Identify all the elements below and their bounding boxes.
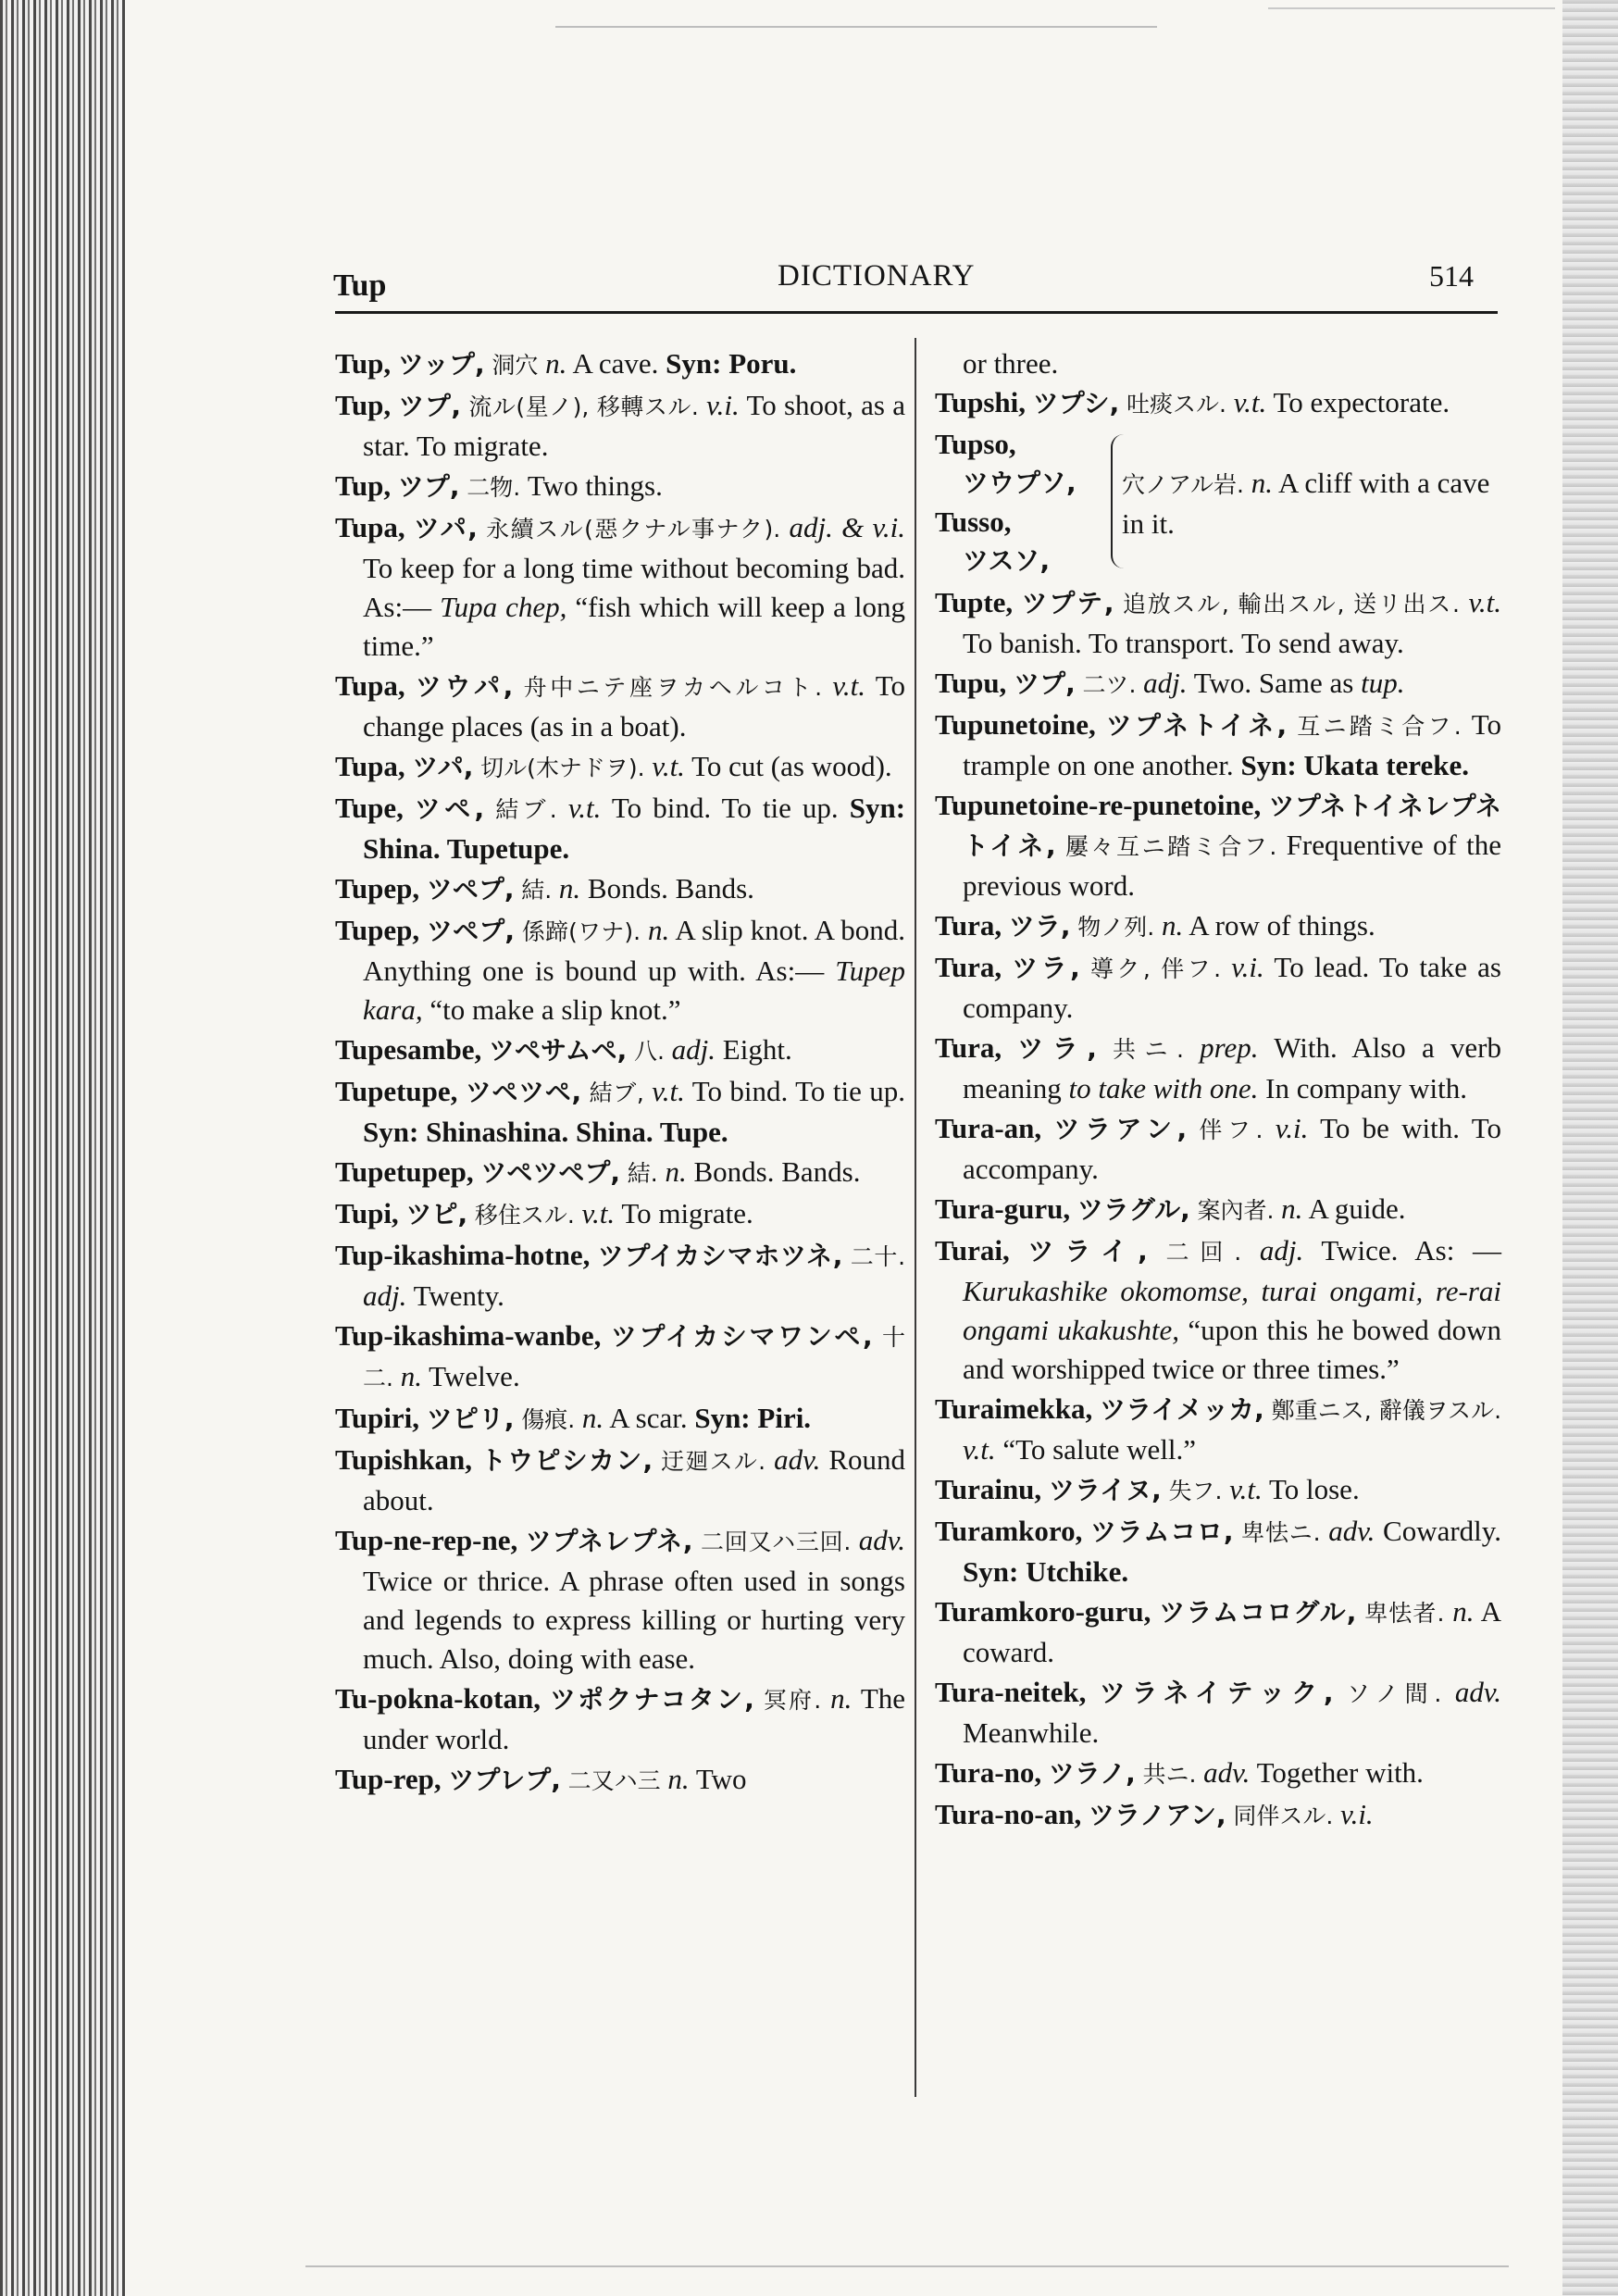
kana-reading: ツペプ,: [426, 916, 516, 946]
kana-reading: ツウパ,: [415, 671, 514, 702]
dictionary-entry: [935, 1029, 1501, 1108]
definition-text: To keep for a long time without becoming bad. As:—: [363, 552, 905, 623]
japanese-gloss: 二十.: [850, 1243, 906, 1270]
definition-text: To bind. To tie up.: [611, 792, 839, 824]
part-of-speech: n.: [581, 1402, 604, 1434]
headword: Tura-no,: [935, 1756, 1042, 1789]
japanese-gloss: 共ニ.: [1113, 1036, 1184, 1063]
scan-artifact-line: [1268, 7, 1555, 9]
dictionary-entry: [935, 1109, 1501, 1189]
kana-reading: ツパ,: [412, 752, 474, 782]
headword: Turaimekka,: [935, 1392, 1093, 1425]
japanese-gloss: 伴フ.: [1199, 1117, 1263, 1143]
headword: Tupa,: [335, 669, 405, 702]
japanese-gloss: 結ブ,: [589, 1079, 644, 1106]
japanese-gloss: 同伴スル.: [1233, 1803, 1334, 1829]
japanese-gloss: ソノ間.: [1347, 1680, 1442, 1707]
headword: Turamkoro-guru,: [935, 1595, 1151, 1628]
part-of-speech: n.: [1161, 909, 1184, 942]
synonym: Piri.: [757, 1402, 812, 1434]
dictionary-entry: [335, 1679, 905, 1759]
dictionary-entry: [935, 948, 1501, 1028]
definition-text: A scar.: [609, 1402, 688, 1434]
part-of-speech: v.t.: [652, 1075, 685, 1107]
part-of-speech: adj.: [1143, 667, 1188, 699]
japanese-gloss: 切ル(木ナドヲ).: [480, 755, 645, 781]
definition-text: A cave.: [572, 347, 659, 380]
headword: Tup-ne-rep-ne,: [335, 1524, 518, 1556]
kana-reading: ツペツペ,: [465, 1077, 582, 1107]
dictionary-entry: [935, 1753, 1501, 1794]
definition-text: Twenty.: [413, 1279, 504, 1312]
definition-text: The under world.: [363, 1682, 906, 1755]
dictionary-entry: [935, 1795, 1501, 1836]
kana-reading: ツプネトイネ,: [1105, 710, 1288, 741]
scan-artifact-line: [555, 26, 1157, 28]
japanese-gloss: 洞穴: [492, 352, 539, 379]
dictionary-entry: [935, 1673, 1501, 1753]
definition-text: To cut (as wood).: [691, 750, 892, 782]
definition-text: “to make a slip knot.”: [429, 993, 681, 1026]
headword: Tup,: [335, 389, 392, 421]
definition-text: To migrate.: [621, 1197, 753, 1229]
part-of-speech: v.t.: [567, 792, 602, 824]
part-of-speech: n.: [665, 1155, 687, 1188]
headword: Tupa,: [335, 511, 405, 543]
japanese-gloss: 鄭重ニス, 辭儀ヲスル.: [1271, 1397, 1502, 1424]
kana-reading: ツラムコログル,: [1159, 1597, 1357, 1628]
part-of-speech: n.: [1251, 467, 1273, 499]
japanese-gloss: 失フ.: [1168, 1478, 1223, 1504]
kana-reading: ツパ,: [413, 513, 478, 543]
kana-reading: ツプイカシマワンペ,: [610, 1321, 873, 1352]
part-of-speech: adj.: [671, 1033, 716, 1066]
kana-reading: ツプイカシマホツネ,: [597, 1241, 843, 1271]
dictionary-entry: [335, 1521, 905, 1678]
headword: Tupi,: [335, 1197, 399, 1229]
headword: Tu-pokna-kotan,: [335, 1682, 541, 1715]
synonym-label: Syn:: [666, 347, 722, 380]
japanese-gloss: 穴ノアル岩.: [1122, 471, 1244, 498]
definition-text: Two: [695, 1763, 747, 1795]
japanese-gloss: 案內者.: [1197, 1197, 1275, 1224]
synonym: Utchike.: [1026, 1555, 1129, 1588]
dictionary-entry: [335, 344, 905, 385]
kana-reading: ツペ,: [414, 793, 485, 824]
part-of-speech: adv.: [858, 1524, 906, 1556]
part-of-speech: adj.: [363, 1279, 407, 1312]
kana-reading: ツラ,: [1008, 911, 1071, 942]
kana-reading: ツプテ,: [1021, 588, 1114, 618]
headword: Tura-an,: [935, 1112, 1042, 1144]
headword: Tupishkan,: [335, 1443, 472, 1476]
part-of-speech: n.: [1452, 1595, 1475, 1628]
headword: Tup,: [335, 347, 392, 380]
kana-reading: ツライメッカ,: [1100, 1394, 1264, 1425]
part-of-speech: n.: [545, 347, 567, 380]
example-text: tup.: [1361, 667, 1405, 699]
part-of-speech: v.t.: [1468, 586, 1502, 618]
japanese-gloss: 導ク, 伴フ.: [1089, 955, 1222, 982]
japanese-gloss: 卑怯者.: [1364, 1600, 1445, 1627]
synonym: Shinashina. Shina. Tupe.: [426, 1116, 728, 1148]
continuation-text: or three.: [963, 347, 1059, 380]
dictionary-entry: [335, 1030, 905, 1071]
definition-text: Twelve.: [429, 1360, 520, 1392]
japanese-gloss: 卑怯ニ.: [1241, 1519, 1321, 1546]
japanese-gloss: 永續スル(惡クナル事ナク).: [486, 516, 781, 543]
kana-reading: ツライ,: [1027, 1236, 1148, 1267]
japanese-gloss: 二ツ.: [1082, 671, 1137, 698]
definition-text: “fish which will keep a long time.”: [363, 591, 905, 662]
kana-reading: ツプシ,: [1032, 388, 1120, 418]
part-of-speech: adv.: [774, 1443, 821, 1476]
part-of-speech: v.t.: [652, 750, 685, 782]
headword: Tusso,: [935, 505, 1012, 538]
part-of-speech: v.i.: [1275, 1112, 1309, 1144]
kana-reading: ツプ,: [398, 391, 462, 421]
japanese-gloss: 流ル(星ノ), 移轉スル.: [468, 393, 699, 420]
japanese-gloss: 八.: [633, 1038, 665, 1065]
japanese-gloss: 互ニ踏ミ合フ.: [1297, 713, 1462, 740]
headword: Tura,: [935, 1031, 1002, 1064]
kana-reading: ツラグル,: [1077, 1194, 1190, 1225]
japanese-gloss: 二回.: [1165, 1239, 1242, 1266]
part-of-speech: adj.: [1259, 1234, 1304, 1267]
japanese-gloss: 物ノ列.: [1077, 914, 1155, 941]
dictionary-entry: [335, 1194, 905, 1235]
dictionary-entry: [335, 1760, 905, 1801]
headword: Tupep,: [335, 914, 420, 946]
headword: Tup,: [335, 469, 392, 502]
dictionary-entry: [335, 467, 905, 507]
japanese-gloss: 結.: [521, 877, 553, 904]
part-of-speech: n.: [667, 1763, 690, 1795]
page-edge: [1562, 0, 1618, 2296]
definition-text: To change places (as in a boat).: [363, 669, 906, 742]
part-of-speech: v.i.: [1340, 1798, 1374, 1830]
dictionary-entry: [335, 1441, 905, 1520]
dictionary-entry: [935, 1470, 1501, 1511]
definition-text: Bonds. Bands.: [587, 872, 754, 905]
kana-reading: ツラアン,: [1053, 1114, 1188, 1144]
synonym: Shina. Tupetupe.: [363, 832, 570, 865]
dictionary-entry: [935, 906, 1501, 947]
japanese-gloss: 十二.: [363, 1324, 906, 1391]
headword: Tupetupep,: [335, 1155, 474, 1188]
dictionary-entry: [335, 1316, 905, 1398]
definition-text: “upon this he bowed down and worshipped twice or three times.”: [963, 1314, 1501, 1385]
headword: Turamkoro,: [935, 1515, 1083, 1547]
kana-reading: ツプネトイネレプネトイネ,: [963, 791, 1501, 861]
japanese-gloss: 傷痕.: [521, 1406, 576, 1433]
kana-reading: ツピ,: [405, 1199, 468, 1229]
definition-text: Eight.: [722, 1033, 792, 1066]
japanese-gloss: 二回又ハ三回.: [700, 1529, 852, 1555]
headword: Tura-no-an,: [935, 1798, 1082, 1830]
part-of-speech: n.: [400, 1360, 422, 1392]
headword: Tura-neitek,: [935, 1676, 1087, 1708]
japanese-gloss: 冥府.: [763, 1687, 822, 1714]
headword: Tupep,: [335, 872, 420, 905]
definition-text: Twice or thrice. A phrase often used in songs and legends to express killing or hurting very much. Also, doing with ease.: [363, 1565, 905, 1675]
kana-reading: ツラムコロ,: [1089, 1516, 1234, 1547]
synonym-label: Syn:: [849, 792, 906, 824]
headword: Tura-guru,: [935, 1192, 1071, 1225]
part-of-speech: v.t.: [581, 1197, 616, 1229]
headword: Tupshi,: [935, 386, 1026, 418]
japanese-gloss: 結ブ.: [495, 796, 557, 823]
dictionary-entry: [935, 705, 1501, 785]
definition-text: To bind. To tie up.: [691, 1075, 905, 1107]
kana-reading: ツピリ,: [426, 1404, 515, 1434]
dictionary-entry: [935, 1512, 1501, 1591]
kana-reading: ツライヌ,: [1048, 1475, 1162, 1505]
headword: Tupiri,: [335, 1402, 420, 1434]
definition-text: To banish. To transport. To send away.: [963, 627, 1404, 659]
part-of-speech: n.: [1281, 1192, 1303, 1225]
part-of-speech: adj. & v.i.: [789, 511, 906, 543]
dictionary-entry: [935, 1592, 1501, 1672]
definition-text: To trample on one another.: [963, 708, 1502, 781]
headword: Turainu,: [935, 1473, 1042, 1505]
dictionary-entry: [935, 1190, 1501, 1230]
kana-reading: ツスソ,: [963, 545, 1051, 576]
kana-reading: ツラネイテック,: [1099, 1678, 1334, 1708]
part-of-speech: adv.: [1454, 1676, 1502, 1708]
kana-reading: ツップ,: [397, 349, 485, 380]
japanese-gloss: 係蹄(ワナ).: [521, 918, 641, 945]
definition-text: Two. Same as: [1193, 667, 1354, 699]
definition-text: In company with.: [1265, 1072, 1467, 1104]
book-binding-edge: [0, 0, 125, 2296]
definition-text: A coward.: [963, 1595, 1502, 1668]
kana-reading: ツラノアン,: [1088, 1800, 1226, 1830]
japanese-gloss: 共ニ.: [1142, 1761, 1197, 1788]
definition-text: Together with.: [1256, 1756, 1424, 1789]
kana-reading: トウピシカン,: [479, 1445, 653, 1476]
right-column: [935, 344, 1501, 1837]
page-title: DICTIONARY: [778, 259, 976, 293]
definition-text: A row of things.: [1189, 909, 1375, 942]
headword: Tupa,: [335, 750, 405, 782]
kana-reading: ツプレプ,: [448, 1765, 561, 1795]
dictionary-entry: [335, 869, 905, 910]
japanese-gloss: 二又ハ三: [567, 1767, 661, 1794]
dictionary-entry: [335, 386, 905, 466]
part-of-speech: v.t.: [1233, 386, 1267, 418]
example-text: to take with one.: [1068, 1072, 1259, 1104]
synonym: Poru.: [728, 347, 797, 380]
definition-text: Twice. As: —: [1321, 1234, 1501, 1267]
headword: Tupu,: [935, 667, 1007, 699]
synonym-label: Syn:: [1240, 749, 1297, 781]
synonym-label: Syn:: [694, 1402, 751, 1434]
definition-text: Meanwhile.: [963, 1716, 1100, 1749]
kana-reading: ツポクナコタン,: [549, 1684, 754, 1715]
headword: Tupso,: [935, 428, 1016, 460]
japanese-gloss: 結.: [627, 1160, 658, 1187]
part-of-speech: prep.: [1200, 1031, 1259, 1064]
kana-reading: ツペプ,: [426, 874, 515, 905]
header-rule: [335, 311, 1498, 314]
dictionary-entry: [335, 747, 905, 788]
definition-text: A slip knot. A bond. Anything one is bound up with. As:—: [363, 914, 905, 987]
definition-text: To lose.: [1268, 1473, 1360, 1505]
left-column: [335, 344, 905, 1802]
headword: Tura,: [935, 951, 1002, 983]
part-of-speech: v.t.: [832, 669, 865, 702]
synonym-label: Syn:: [363, 1116, 419, 1148]
dictionary-entry: [935, 786, 1501, 905]
example-text: Tupep kara,: [363, 955, 906, 1026]
dictionary-entry: [335, 508, 905, 666]
dictionary-entry: [935, 1231, 1501, 1389]
headword: Tup-ikashima-hotne,: [335, 1239, 591, 1271]
japanese-gloss: 舟中ニテ座ヲカヘルコト.: [523, 674, 823, 701]
headword: Tup-rep,: [335, 1763, 442, 1795]
synonym-label: Syn:: [963, 1555, 1019, 1588]
definition-text: To lead. To take as company.: [963, 951, 1501, 1024]
dictionary-entry: [335, 1399, 905, 1440]
japanese-gloss: 吐痰スル.: [1126, 391, 1226, 418]
part-of-speech: v.t.: [1229, 1473, 1263, 1505]
definition-text: With. Also a verb meaning: [963, 1031, 1501, 1104]
japanese-gloss: 屢々互ニ踏ミ合フ.: [1064, 833, 1277, 860]
dictionary-entry: [935, 664, 1501, 705]
kana-reading: ツプ,: [397, 471, 460, 502]
dictionary-entry: [335, 1236, 905, 1316]
headword: Tupesambe,: [335, 1033, 482, 1066]
guide-word: Tup: [333, 268, 387, 303]
kana-reading: ツプ,: [1014, 668, 1076, 699]
example-text: Tupa chep,: [440, 591, 567, 623]
kana-reading: ツペツペプ,: [480, 1157, 621, 1188]
japanese-gloss: 追放スル, 輸出スル, 送リ出ス.: [1122, 591, 1460, 618]
definition: [1122, 464, 1501, 543]
definition-text: Frequentive of the previous word.: [963, 829, 1502, 902]
dictionary-entry-tupso: [935, 425, 1501, 582]
kana-reading: ツプネレプネ,: [525, 1526, 693, 1556]
definition-text: A guide.: [1308, 1192, 1406, 1225]
japanese-gloss: 移住スル.: [474, 1202, 575, 1229]
scan-artifact-line: [305, 2265, 1509, 2267]
dictionary-entry: [335, 789, 905, 868]
column-divider: [915, 338, 916, 2097]
dictionary-entry: [335, 1153, 905, 1193]
headword: Tura,: [935, 909, 1002, 942]
definition-text: Cowardly.: [1383, 1515, 1502, 1547]
kana-reading: ツラノ,: [1048, 1758, 1136, 1789]
synonym: Ukata tereke.: [1303, 749, 1469, 781]
part-of-speech: n.: [558, 872, 581, 905]
headword: Tup-ikashima-wanbe,: [335, 1319, 602, 1352]
kana-reading: ツウプソ,: [963, 468, 1077, 498]
definition-text: To expectorate.: [1273, 386, 1450, 418]
example-text: Kurukashike okomomse, turai ongami, re-rai ongami ukakushte,: [963, 1275, 1501, 1346]
dictionary-entry: [935, 383, 1501, 424]
page-number: 514: [1429, 259, 1474, 293]
headword: Tupunetoine-re-punetoine,: [935, 789, 1262, 821]
dictionary-entry: [335, 1072, 905, 1152]
part-of-speech: adv.: [1203, 1756, 1251, 1789]
japanese-gloss: 迂廻スル.: [661, 1448, 766, 1475]
definition-text: Bonds. Bands.: [693, 1155, 861, 1188]
kana-reading: ツラ,: [1012, 953, 1080, 983]
part-of-speech: v.i.: [706, 389, 740, 421]
headword: Tupte,: [935, 586, 1014, 618]
part-of-speech: adv.: [1328, 1515, 1375, 1547]
part-of-speech: v.t.: [963, 1433, 996, 1466]
part-of-speech: n.: [647, 914, 670, 946]
dictionary-entry: [935, 1390, 1501, 1469]
definition-text: “To salute well.”: [1002, 1433, 1197, 1466]
definition-text: Two things.: [527, 469, 663, 502]
kana-reading: ツペサムペ,: [488, 1035, 628, 1066]
japanese-gloss: 二物.: [467, 474, 521, 501]
dictionary-entry: [335, 667, 905, 746]
kana-reading: ツラ,: [1017, 1033, 1097, 1064]
dictionary-entry: [935, 583, 1501, 663]
page-header: [333, 259, 1501, 315]
definition-text: To shoot, as a star. To migrate.: [363, 389, 906, 462]
headword: Tupunetoine,: [935, 708, 1096, 741]
part-of-speech: n.: [830, 1682, 853, 1715]
headword: Tupetupe,: [335, 1075, 458, 1107]
definition-text: To be with. To accompany.: [963, 1112, 1502, 1185]
headword: Tupe,: [335, 792, 404, 824]
definition-text: A cliff with a cave in it.: [1122, 467, 1490, 540]
part-of-speech: v.i.: [1231, 951, 1264, 983]
dictionary-entry: [335, 911, 905, 1029]
headword: Turai,: [935, 1234, 1010, 1267]
definition-text: Round about.: [363, 1443, 906, 1516]
